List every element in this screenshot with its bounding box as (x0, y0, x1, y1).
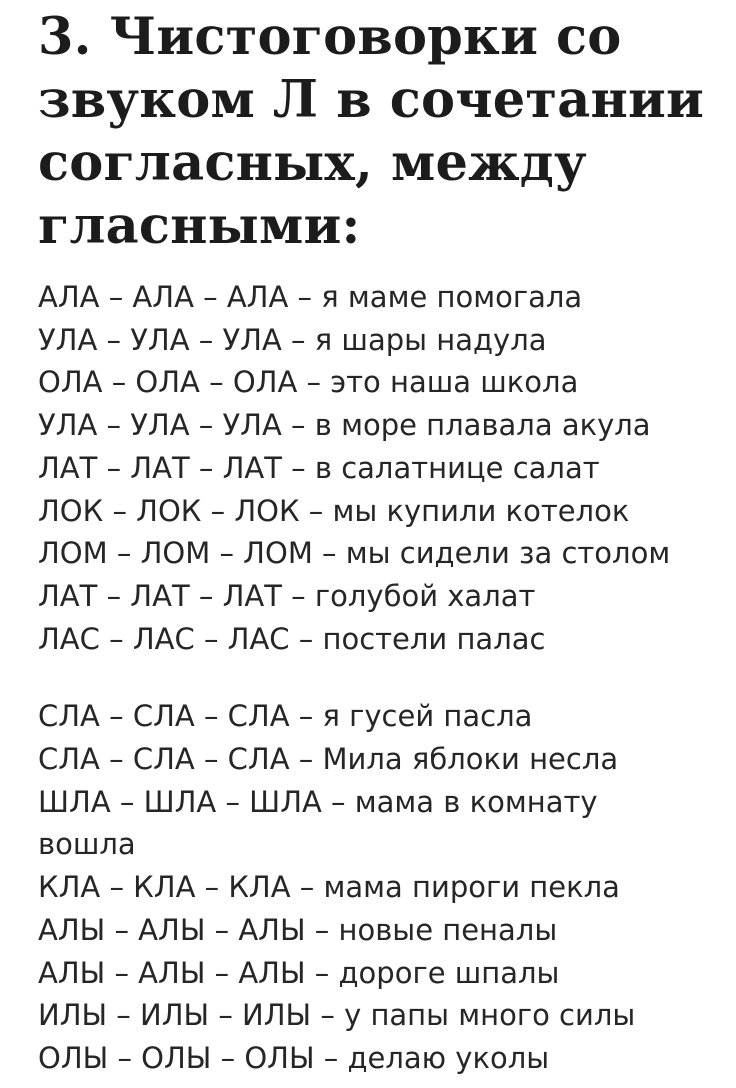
verse-line: ЛОК – ЛОК – ЛОК – мы купили котелок (38, 493, 630, 528)
verse-line: ОЛА – ОЛА – ОЛА – это наша школа (38, 365, 579, 400)
verse-group-2 (38, 695, 736, 1079)
verse-line: вошла (38, 827, 136, 862)
tongue-twisters-list (38, 276, 736, 1080)
verse-line: АЛА – АЛА – АЛА – я маме помогала (38, 280, 583, 314)
verse-line: УЛА – УЛА – УЛА – в море плавала акула (38, 408, 651, 443)
verse-line: СЛА – СЛА – СЛА – Мила яблоки несла (38, 742, 619, 777)
verse-group-1 (38, 276, 736, 660)
verse-line: ШЛА – ШЛА – ШЛА – мама в комнату (38, 784, 598, 819)
verse-line: ОЛЫ – ОЛЫ – ОЛЫ – делаю уколы (38, 1040, 550, 1075)
verse-line: ЛАТ – ЛАТ – ЛАТ – в салатнице салат (38, 450, 600, 485)
heading-line: 3. Чистоговорки со (38, 7, 622, 67)
verse-line: ЛАТ – ЛАТ – ЛАТ – голубой халат (38, 578, 536, 613)
verse-line: УЛА – УЛА – УЛА – я шары надула (38, 322, 547, 357)
article-heading (38, 6, 728, 258)
heading-line: звуком Л в сочетании (38, 70, 705, 130)
heading-line: гласными: (38, 196, 361, 256)
verse-line: АЛЫ – АЛЫ – АЛЫ – дороге шпалы (38, 955, 560, 990)
verse-line: ИЛЫ – ИЛЫ – ИЛЫ – у папы много силы (38, 998, 636, 1033)
verse-line: ЛАС – ЛАС – ЛАС – постели палас (38, 621, 546, 656)
verse-line: СЛА – СЛА – СЛА – я гусей пасла (38, 699, 533, 734)
verse-line: КЛА – КЛА – КЛА – мама пироги пекла (38, 870, 620, 905)
verse-line: АЛЫ – АЛЫ – АЛЫ – новые пеналы (38, 912, 558, 947)
verse-line: ЛОМ – ЛОМ – ЛОМ – мы сидели за столом (38, 536, 671, 571)
heading-line: согласных, между (38, 133, 587, 193)
